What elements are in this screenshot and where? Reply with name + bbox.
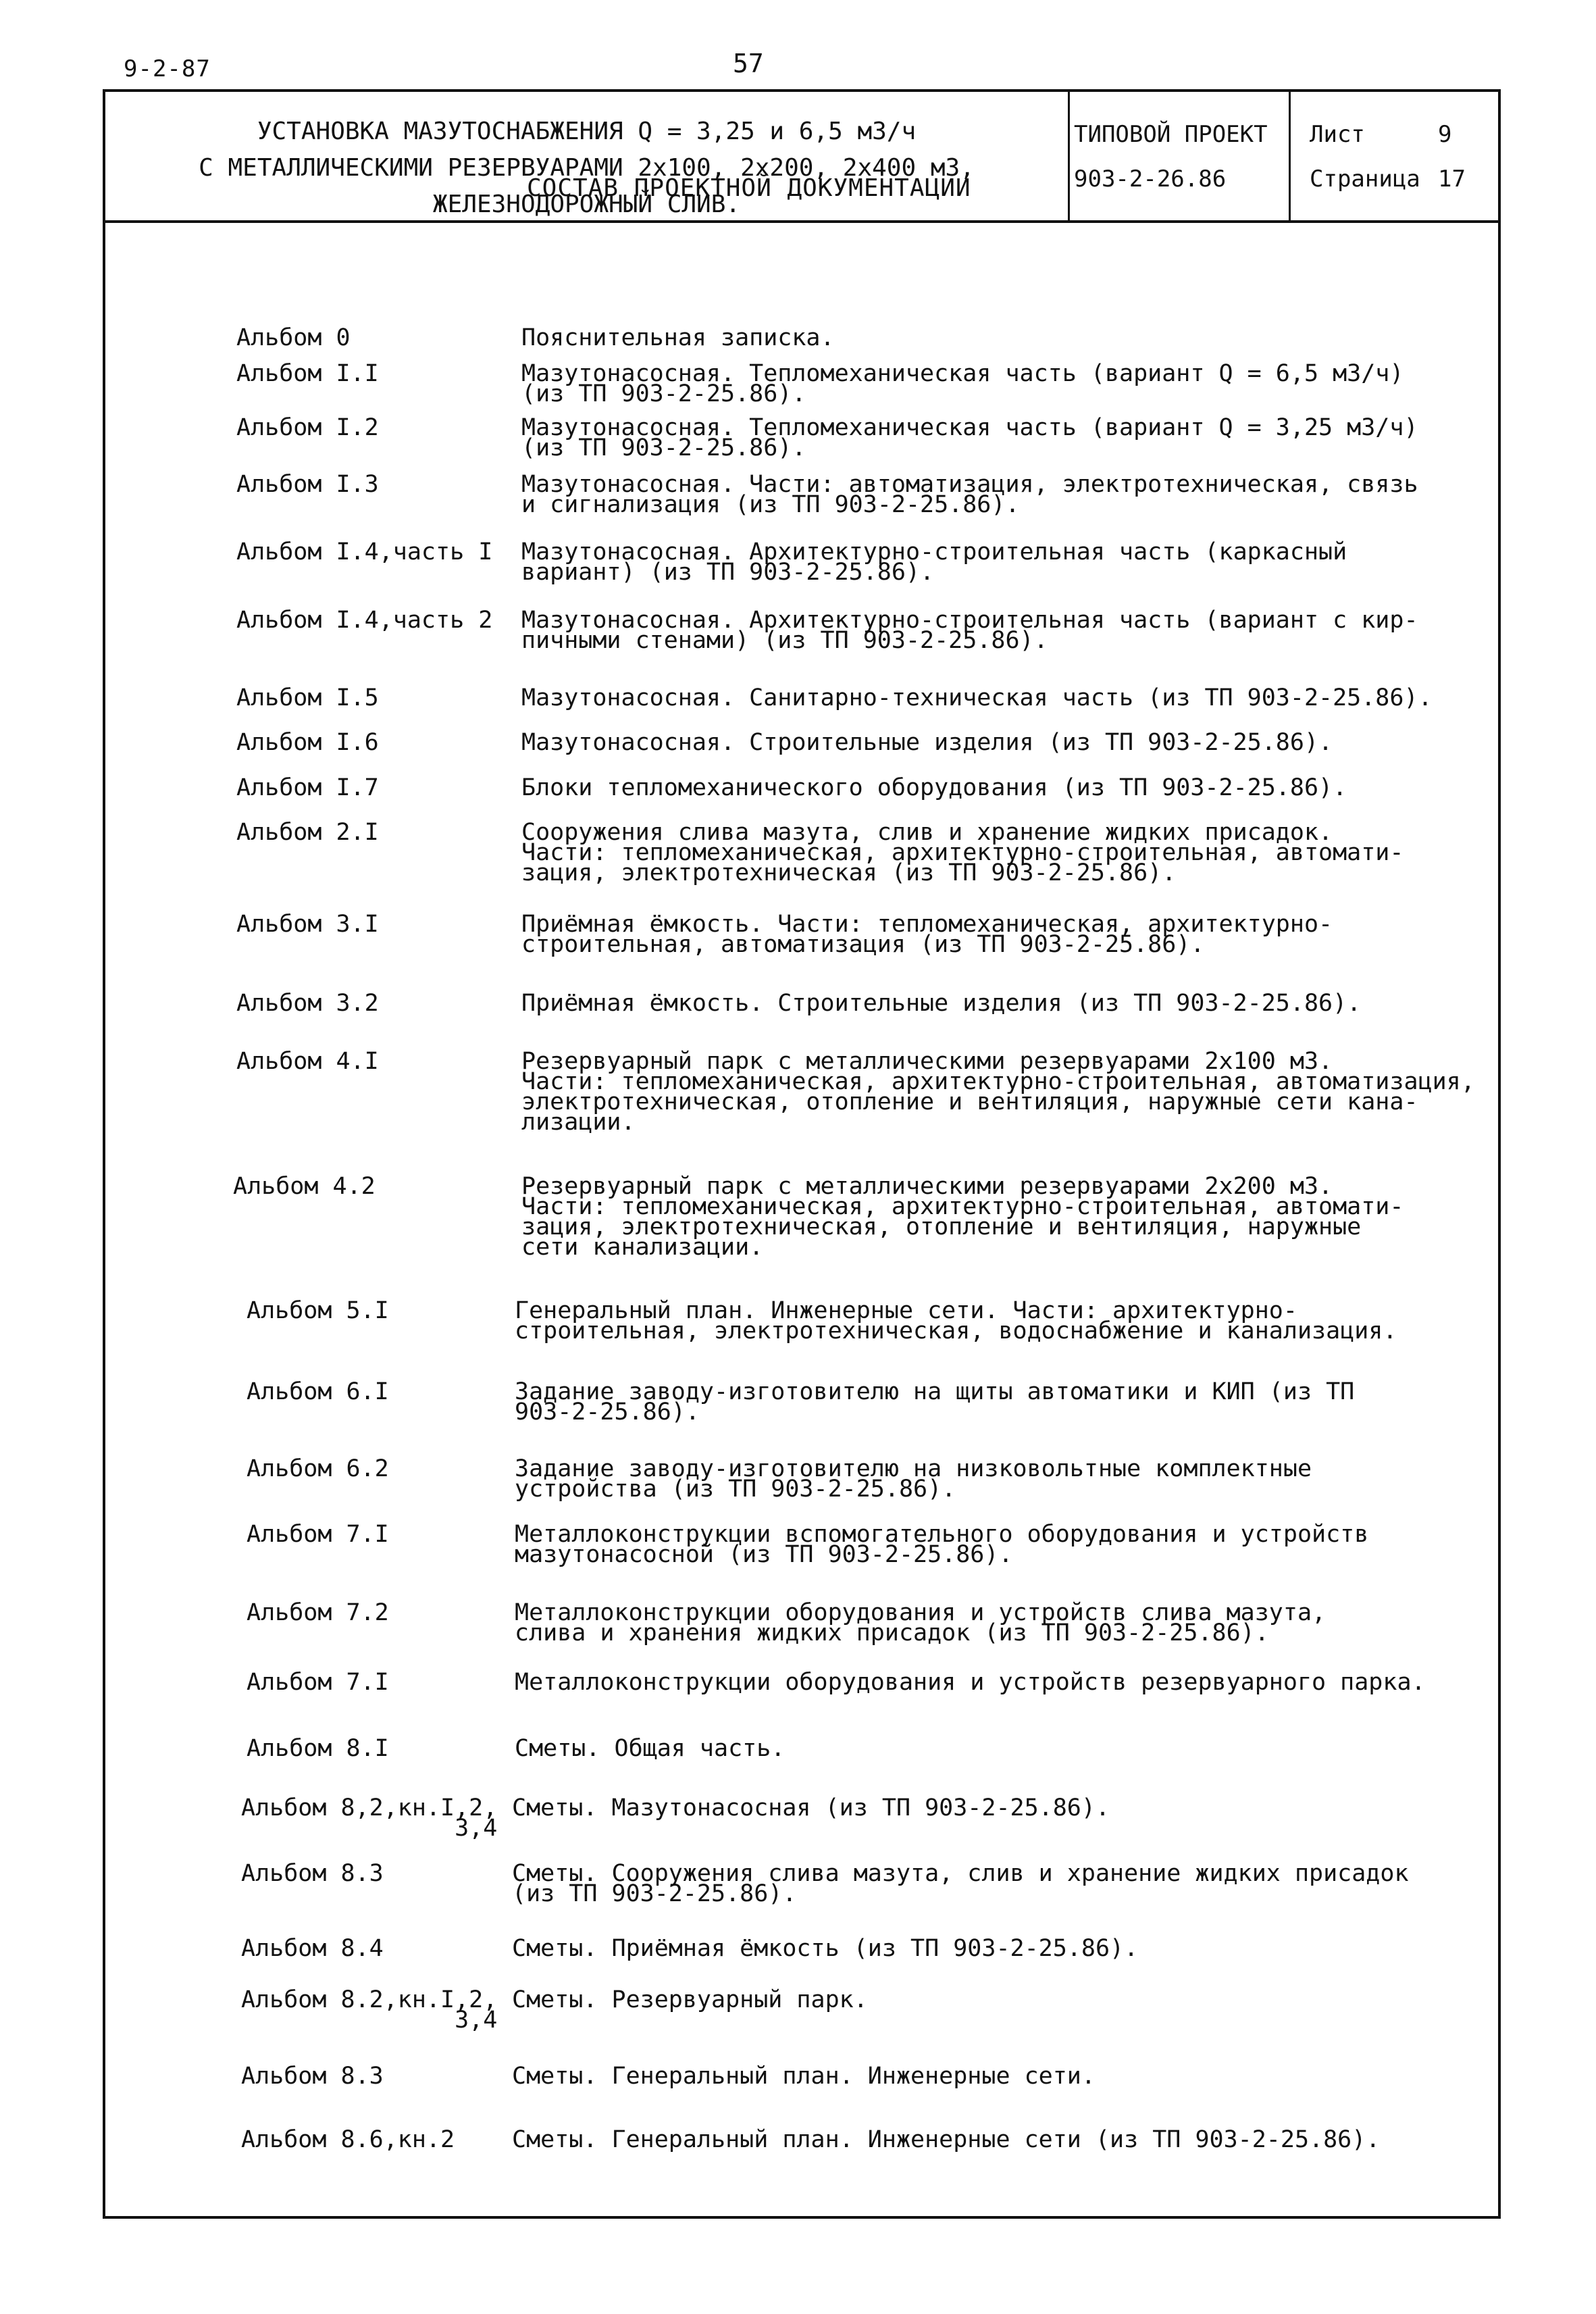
description-line: строительная, автоматизация (из ТП 903-2-25.86). xyxy=(521,931,1205,958)
album-label-line: Альбом I.3 xyxy=(236,471,379,498)
description-line: Генеральный план. Инженерные сети. Части: архитектурно- xyxy=(515,1297,1297,1324)
album-description xyxy=(515,1669,1426,1696)
description-line: Мазутонасосная. Архитектурно-строительная часть (каркасный xyxy=(521,538,1347,565)
album-label-line: Альбом I.2 xyxy=(236,414,379,441)
description-line: электротехническая, отопление и вентиляция, наружные сети кана- xyxy=(521,1088,1418,1115)
page-number: 57 xyxy=(733,49,764,78)
album-label-line: Альбом 7.2 xyxy=(247,1599,389,1626)
album-label xyxy=(236,729,379,756)
album-label-line: Альбом 4.I xyxy=(236,1048,379,1075)
description-line: Пояснительная записка. xyxy=(521,324,835,351)
album-description xyxy=(521,538,1347,586)
description-line: Задание заводу-изготовителю на низковольтные комплектные xyxy=(515,1455,1312,1482)
album-description xyxy=(515,1455,1312,1503)
description-line: устройства (из ТП 903-2-25.86). xyxy=(515,1476,956,1503)
album-description xyxy=(515,1378,1355,1426)
album-description xyxy=(515,1521,1369,1568)
album-label-line: Альбом 8.2,кн.I,2, xyxy=(241,1986,498,2013)
album-label xyxy=(236,684,379,711)
album-label xyxy=(236,1048,379,1075)
album-label xyxy=(247,1735,389,1762)
description-line: Резервуарный парк с металлическими резервуарами 2х100 м3. xyxy=(521,1048,1333,1075)
album-description xyxy=(521,360,1404,407)
description-line: Сметы. Резервуарный парк. xyxy=(512,1986,868,2013)
title-block-sheet xyxy=(1291,92,1501,220)
description-line: зация, электротехническая, отопление и вентиляция, наружные xyxy=(521,1213,1362,1240)
album-label-line: Альбом 0 xyxy=(236,324,351,351)
album-label xyxy=(247,1297,389,1324)
description-line: Металлоконструкции оборудования и устройств резервуарного парка. xyxy=(515,1669,1426,1696)
album-label-line: Альбом 3.2 xyxy=(236,990,379,1017)
album-description xyxy=(521,911,1333,958)
album-label-line: Альбом 8.3 xyxy=(241,1860,384,1887)
description-line: Задание заводу-изготовителю на щиты автоматики и КИП (из ТП xyxy=(515,1378,1355,1405)
album-label-line: Альбом I.4,часть 2 xyxy=(236,607,493,634)
project-label: ТИПОВОЙ ПРОЕКТ xyxy=(1074,121,1268,148)
description-line: вариант) (из ТП 903-2-25.86). xyxy=(521,559,935,586)
album-label xyxy=(247,1521,389,1548)
album-label xyxy=(241,1935,384,1962)
album-label xyxy=(247,1378,389,1405)
album-label-line: Альбом 4.2 xyxy=(233,1173,376,1200)
description-line: (из ТП 903-2-25.86). xyxy=(521,380,806,407)
album-description xyxy=(521,1048,1475,1136)
album-label xyxy=(236,607,493,634)
description-line: Металлоконструкции оборудования и устройств слива мазута, xyxy=(515,1599,1327,1626)
description-line: Приёмная ёмкость. Строительные изделия (из ТП 903-2-25.86). xyxy=(521,990,1362,1017)
album-label-line: Альбом 6.I xyxy=(247,1378,389,1405)
description-line: Сметы. Генеральный план. Инженерные сети (из ТП 903-2-25.86). xyxy=(512,2126,1381,2153)
title-line: С МЕТАЛЛИЧЕСКИМИ РЕЗЕРВУАРАМИ 2х100, 2х200, 2х400 м3, xyxy=(199,154,975,182)
sheet-value: 9 xyxy=(1438,121,1452,148)
album-label xyxy=(241,1860,384,1887)
album-label xyxy=(236,819,379,846)
album-description xyxy=(521,819,1404,886)
title-line: УСТАНОВКА МАЗУТОСНАБЖЕНИЯ Q = 3,25 и 6,5 м3/ч xyxy=(257,118,917,145)
description-line: Блоки тепломеханического оборудования (из ТП 903-2-25.86). xyxy=(521,774,1347,801)
description-line: Сметы. Общая часть. xyxy=(515,1735,786,1762)
album-label xyxy=(241,2063,384,2090)
album-label xyxy=(241,2126,455,2153)
description-line: Части: тепломеханическая, архитектурно-строительная, автоматизация, xyxy=(521,1068,1475,1095)
album-label xyxy=(247,1599,389,1626)
album-description xyxy=(515,1297,1397,1344)
description-line: Мазутонасосная. Части: автоматизация, электротехническая, связь xyxy=(521,471,1418,498)
album-label-line: Альбом 7.I xyxy=(247,1521,389,1548)
album-label-line: Альбом I.5 xyxy=(236,684,379,711)
album-description xyxy=(521,729,1333,756)
album-label-line: Альбом I.6 xyxy=(236,729,379,756)
description-line: Мазутонасосная. Санитарно-техническая часть (из ТП 903-2-25.86). xyxy=(521,684,1433,711)
description-line: пичными стенами) (из ТП 903-2-25.86). xyxy=(521,627,1048,654)
album-label xyxy=(236,990,379,1017)
sheet-label: Лист xyxy=(1310,121,1365,148)
description-line: строительная, электротехническая, водоснабжение и канализация. xyxy=(515,1317,1397,1344)
album-label xyxy=(247,1455,389,1482)
description-line: (из ТП 903-2-25.86). xyxy=(512,1880,797,1907)
album-description xyxy=(515,1735,786,1762)
album-description xyxy=(521,990,1362,1017)
album-description xyxy=(521,684,1433,711)
album-description xyxy=(512,2126,1381,2153)
description-line: Сметы. Приёмная ёмкость (из ТП 903-2-25.86). xyxy=(512,1935,1139,1962)
description-line: Части: тепломеханическая, архитектурно-строительная, автомати- xyxy=(521,839,1404,866)
album-label-line: Альбом I.4,часть I xyxy=(236,538,493,565)
album-label-line: Альбом 6.2 xyxy=(247,1455,389,1482)
album-label xyxy=(236,324,351,351)
album-label-line: Альбом 2.I xyxy=(236,819,379,846)
album-label-line: Альбом 5.I xyxy=(247,1297,389,1324)
album-label-line: Альбом I.7 xyxy=(236,774,379,801)
description-line: Мазутонасосная. Архитектурно-строительная часть (вариант с кир- xyxy=(521,607,1418,634)
album-label xyxy=(233,1173,376,1200)
album-label xyxy=(236,774,379,801)
album-label-line: Альбом 8.6,кн.2 xyxy=(241,2126,455,2153)
album-label-line: Альбом 7.I xyxy=(247,1669,389,1696)
title-block xyxy=(105,92,1498,223)
description-line: слива и хранения жидких присадок (из ТП 903-2-25.86). xyxy=(515,1619,1269,1646)
album-description xyxy=(521,324,835,351)
album-label xyxy=(236,538,493,565)
page-value: 17 xyxy=(1438,166,1466,193)
title-line: ЖЕЛЕЗНОДОРОЖНЫЙ СЛИВ. xyxy=(432,191,741,218)
album-description xyxy=(521,607,1418,654)
description-line: сети канализации. xyxy=(521,1234,764,1261)
album-label-line: Альбом 8,2,кн.I,2, xyxy=(241,1794,498,1821)
description-line: лизации. xyxy=(521,1109,636,1136)
album-label xyxy=(241,1794,498,1842)
album-description xyxy=(521,471,1418,518)
album-label xyxy=(236,414,379,441)
album-description xyxy=(512,2063,1096,2090)
document-heading: СОСТАВ ПРОЕКТНОЙ ДОКУМЕНТАЦИИ xyxy=(527,174,971,202)
project-number: 903-2-26.86 xyxy=(1074,166,1227,193)
page-label: Страница xyxy=(1310,166,1420,193)
album-label xyxy=(247,1669,389,1696)
description-line: Резервуарный парк с металлическими резервуарами 2х200 м3. xyxy=(521,1173,1333,1200)
description-line: и сигнализация (из ТП 903-2-25.86). xyxy=(521,491,1020,518)
description-line: Металлоконструкции вспомогательного оборудования и устройств xyxy=(515,1521,1369,1548)
album-label-line: Альбом 8.3 xyxy=(241,2063,384,2090)
description-line: Приёмная ёмкость. Части: тепломеханическая, архитектурно- xyxy=(521,911,1333,938)
album-label-line: 3,4 xyxy=(455,1815,498,1842)
description-line: Сметы. Генеральный план. Инженерные сети. xyxy=(512,2063,1096,2090)
description-line: Сооружения слива мазута, слив и хранение жидких присадок. xyxy=(521,819,1333,846)
description-line: Сметы. Сооружения слива мазута, слив и хранение жидких присадок xyxy=(512,1860,1409,1887)
description-line: Сметы. Мазутонасосная (из ТП 903-2-25.86). xyxy=(512,1794,1110,1821)
album-description xyxy=(512,1986,868,2013)
album-description xyxy=(521,774,1347,801)
album-description xyxy=(512,1935,1139,1962)
description-line: Мазутонасосная. Тепломеханическая часть (вариант Q = 6,5 м3/ч) xyxy=(521,360,1404,387)
album-description xyxy=(521,414,1418,461)
description-line: (из ТП 903-2-25.86). xyxy=(521,434,806,461)
album-label-line: Альбом 8.I xyxy=(247,1735,389,1762)
description-line: Мазутонасосная. Строительные изделия (из ТП 903-2-25.86). xyxy=(521,729,1333,756)
description-line: мазутонасосной (из ТП 903-2-25.86). xyxy=(515,1541,1013,1568)
description-line: Части: тепломеханическая, архитектурно-строительная, автомати- xyxy=(521,1193,1404,1220)
album-description xyxy=(512,1860,1409,1907)
description-line: Мазутонасосная. Тепломеханическая часть (вариант Q = 3,25 м3/ч) xyxy=(521,414,1418,441)
album-label xyxy=(241,1986,498,2034)
album-label-line: Альбом I.I xyxy=(236,360,379,387)
description-line: 903-2-25.86). xyxy=(515,1399,700,1426)
document-code: 9-2-87 xyxy=(124,55,211,82)
album-description xyxy=(521,1173,1404,1261)
description-line: зация, электротехническая (из ТП 903-2-25.86). xyxy=(521,859,1177,886)
album-description xyxy=(512,1794,1110,1821)
album-description xyxy=(515,1599,1327,1646)
title-block-project xyxy=(1070,92,1291,220)
album-label xyxy=(236,471,379,498)
album-label xyxy=(236,911,379,938)
album-label xyxy=(236,360,379,387)
album-label-line: Альбом 3.I xyxy=(236,911,379,938)
album-label-line: 3,4 xyxy=(455,2007,498,2034)
album-label-line: Альбом 8.4 xyxy=(241,1935,384,1962)
